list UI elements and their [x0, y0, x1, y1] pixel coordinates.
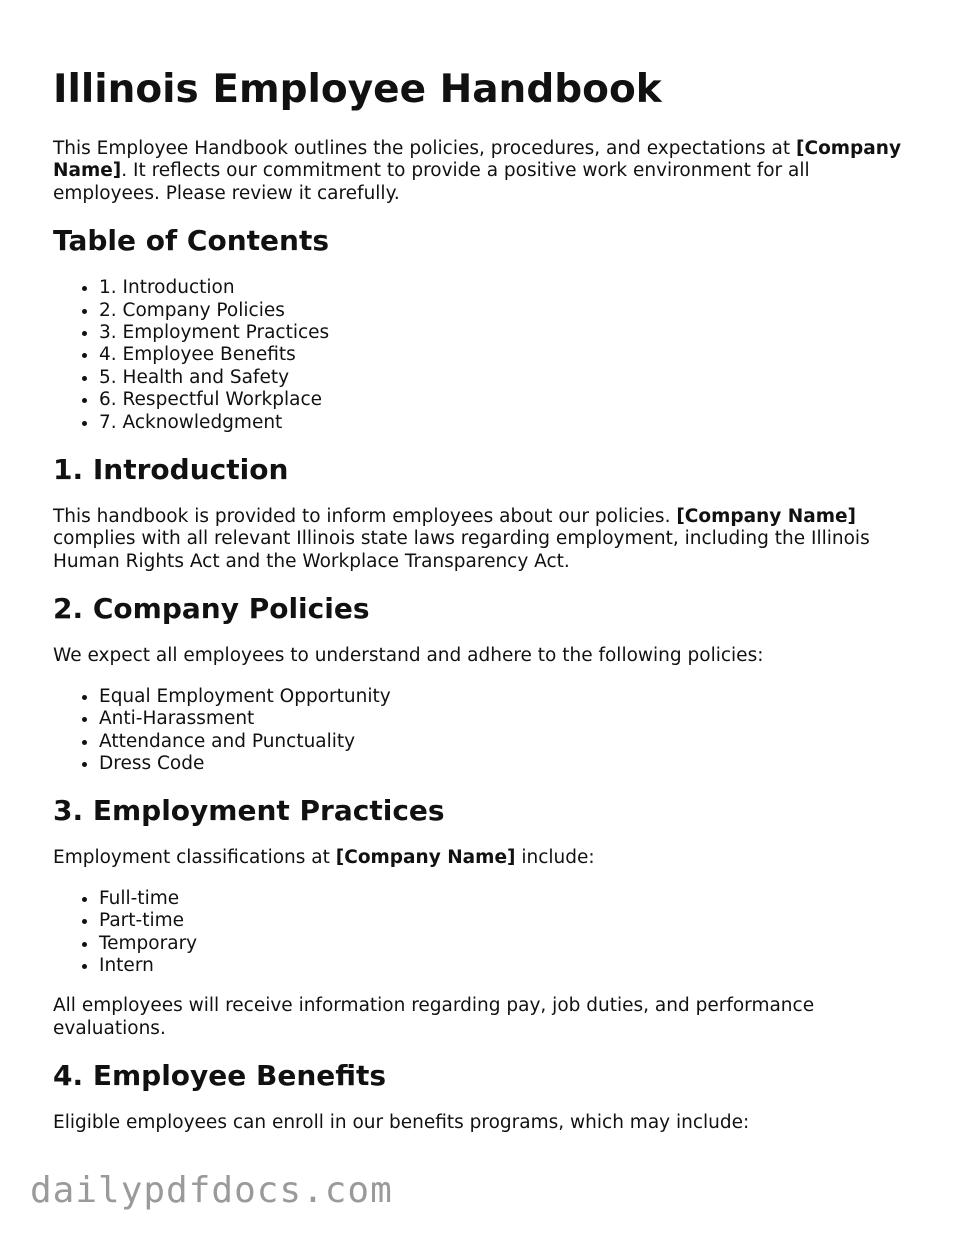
toc-item: • 4. Employee Benefits	[99, 344, 913, 366]
toc-item: • 7. Acknowledgment	[99, 412, 913, 434]
intro-text-start: This Employee Handbook outlines the policies, procedures, and expectations at	[53, 138, 797, 159]
intro-text-end: . It reflects our commitment to provide a positive work environment for all employees. Please review it carefully.	[53, 160, 810, 204]
introduction-paragraph	[53, 506, 913, 573]
intro-paragraph	[53, 138, 913, 205]
policy-item: • Anti-Harassment	[99, 708, 913, 730]
classification-item: • Full-time	[99, 888, 913, 910]
toc-list	[53, 277, 913, 434]
policies-heading: 2. Company Policies	[53, 592, 370, 626]
toc-item: • 1. Introduction	[99, 277, 913, 299]
toc-item: • 2. Company Policies	[99, 300, 913, 322]
benefits-heading: 4. Employee Benefits	[53, 1059, 387, 1093]
benefits-paragraph: Eligible employees can enroll in our benefits programs, which may include:	[53, 1112, 750, 1134]
practices-heading: 3. Employment Practices	[53, 794, 445, 828]
company-name-placeholder: [Company Name]	[53, 138, 902, 182]
introduction-text-start: This handbook is provided to inform employees about our policies.	[53, 506, 677, 528]
toc-item: • 5. Health and Safety	[99, 367, 913, 389]
policy-item: • Attendance and Punctuality	[99, 731, 913, 753]
company-name-placeholder: [Company Name]	[335, 847, 516, 869]
policies-paragraph: We expect all employees to understand and adhere to the following policies:	[53, 645, 764, 667]
toc-item: • 6. Respectful Workplace	[99, 389, 913, 411]
watermark-text: dailypdfdocs.com	[30, 1170, 393, 1211]
practices-text-start: Employment classifications at	[53, 847, 336, 869]
toc-item: • 3. Employment Practices	[99, 322, 913, 344]
practices-paragraph	[53, 847, 913, 869]
practices-closing-paragraph: All employees will receive information regarding pay, job duties, and performance evaluations.	[53, 995, 815, 1039]
classifications-list	[53, 888, 913, 978]
policy-item: • Equal Employment Opportunity	[99, 686, 913, 708]
classification-item: • Temporary	[99, 933, 913, 955]
toc-heading: Table of Contents	[53, 224, 330, 258]
introduction-heading: 1. Introduction	[53, 453, 289, 487]
classification-item: • Intern	[99, 955, 913, 977]
introduction-text-end: complies with all relevant Illinois state laws regarding employment, including the Illinois Human Rights Act and the Workplace Transparency Act.	[53, 528, 870, 572]
policy-item: • Dress Code	[99, 753, 913, 775]
page-title: Illinois Employee Handbook	[53, 67, 662, 112]
document-page	[53, 66, 913, 1153]
company-name-placeholder: [Company Name]	[676, 506, 857, 528]
policies-list	[53, 686, 913, 776]
classification-item: • Part-time	[99, 910, 913, 932]
practices-text-end: include:	[515, 847, 595, 869]
